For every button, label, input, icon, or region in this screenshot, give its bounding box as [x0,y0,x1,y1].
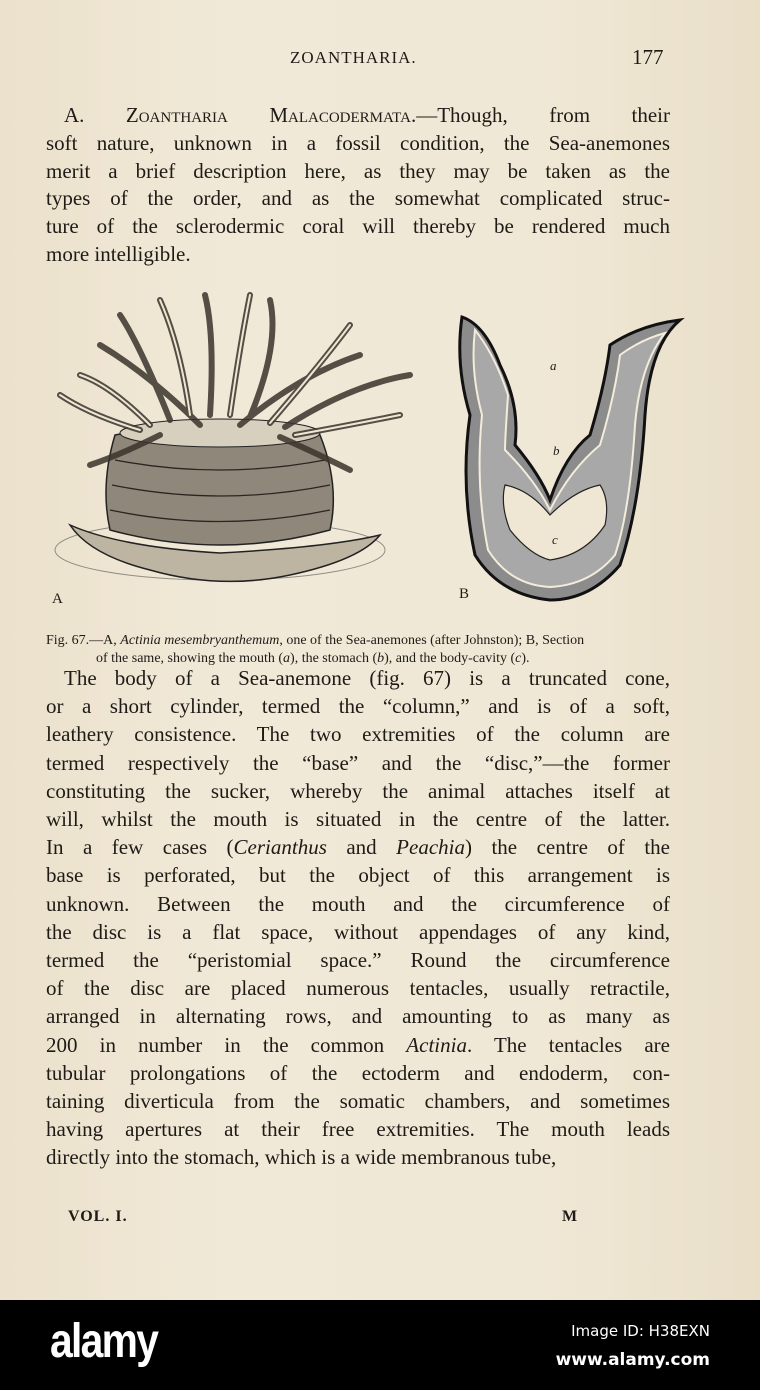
text-segment: of the disc are placed numerous tentacles, usually retractile, [46,976,670,1001]
text-segment: termed respectively the “base” and the “disc,”—the former [46,750,670,775]
text-line [64,102,670,128]
text-segment: tubular prolongations of the ectoderm and endoderm, con- [46,1060,670,1085]
text-line [46,834,670,860]
text-line [46,1088,670,1114]
text-segment: having apertures at their free extremities. The mouth leads [46,1117,670,1142]
text-segment: 200 in number in the common [46,1032,407,1057]
text-line [46,130,670,156]
text-line [46,693,670,719]
text-segment: termed the “peristomial space.” Round the circumference [46,948,670,972]
text-segment: ture of the sclerodermic coral will thereby be rendered much [46,214,670,239]
text-segment: constituting the sucker, whereby the animal attaches itself at [46,778,670,803]
text-segment: taining diverticula from the somatic chambers, and sometimes [46,1089,670,1113]
text-line [46,778,670,804]
letter-mouth: a [550,358,557,373]
caption-line [46,632,670,650]
text-line [46,213,670,239]
text-segment: Actinia mesembryanthemum [120,633,280,648]
page-number: 177 [632,45,664,69]
text-segment: A. [64,103,126,127]
text-line [46,919,670,945]
text-segment: Peachia [396,835,465,860]
text-line [46,975,670,1001]
text-segment: soft nature, unknown in a fossil condition, the Sea-anemones [46,130,670,155]
text-line [46,721,670,747]
text-line [46,185,670,211]
text-segment: the disc is a flat space, without appendages of any kind, [46,919,670,944]
watermark-url: www.alamy.com [555,1350,710,1370]
text-segment: types of the order, and as the somewhat complicated struc- [46,186,670,211]
figure-caption [46,632,670,668]
text-segment: The body of a Sea-anemone (fig. 67) is a truncated cone, [64,666,670,690]
text-segment: c [515,651,522,666]
letter-body-cavity: c [552,532,558,547]
text-segment: a [283,651,291,666]
text-line [46,1144,670,1170]
text-segment: Actinia [406,1032,467,1057]
text-segment: In a few cases ( [46,835,234,860]
text-line [64,665,670,691]
text-segment: arranged in alternating rows, and amounting to as many as [46,1004,670,1029]
running-head [0,45,760,72]
text-segment: unknown. Between the mouth and the circumference of [46,891,670,916]
text-segment: , one of the Sea-anemones (after Johnston); B, Section [279,633,585,648]
text-line [46,750,670,776]
text-segment: ), and the body-cavity ( [384,651,516,666]
text-segment: base is perforated, but the object of this arrangement is [46,863,670,888]
sea-anemone-illustration [55,295,410,581]
image-id: Image ID: H38EXN [571,1322,710,1340]
text-segment: more intelligible. [46,242,191,266]
figure-67 [30,285,700,615]
figure-label-a: A [52,591,63,607]
letter-stomach: b [553,443,560,458]
text-line [46,947,670,973]
text-segment: Zoantharia Malacodermata [125,103,411,127]
text-segment: b [377,651,385,666]
text-line [46,1032,670,1058]
text-segment: leathery consistence. The two extremities of the column are [46,722,670,747]
text-segment: will, whilst the mouth is situated in the centre of the latter. [46,807,670,831]
text-line [46,862,670,888]
running-head-title: ZOANTHARIA. [290,48,417,67]
section-diagram [460,317,680,600]
text-line [46,241,670,267]
text-segment: . The tentacles are [466,1032,670,1057]
text-line [46,891,670,917]
text-line [46,1116,670,1142]
text-segment: merit a brief description here, as they may be taken as the [46,158,670,183]
text-segment: or a short cylinder, termed the “column,” and is of a soft, [46,694,670,719]
text-segment: ), the stomach ( [290,651,378,666]
text-segment: directly into the stomach, which is a wide membranous tube, [46,1145,557,1170]
text-line [46,158,670,184]
text-segment: Fig. 67.—A, [46,633,121,648]
text-segment: Cerianthus [233,835,327,860]
text-segment: of the same, showing the mouth ( [96,651,284,666]
printer-signature: M [562,1208,578,1225]
text-segment: ). [521,651,530,666]
figure-label-b: B [459,586,470,602]
text-line [46,806,670,832]
text-segment: and [326,835,397,860]
watermark-bar [0,1300,760,1390]
text-line [46,1060,670,1086]
text-segment: .—Though, from their [410,103,670,127]
volume-signature: VOL. I. [68,1208,128,1225]
text-line [46,1003,670,1029]
alamy-logo: alamy [50,1315,158,1368]
text-segment: ) the centre of the [464,835,671,860]
